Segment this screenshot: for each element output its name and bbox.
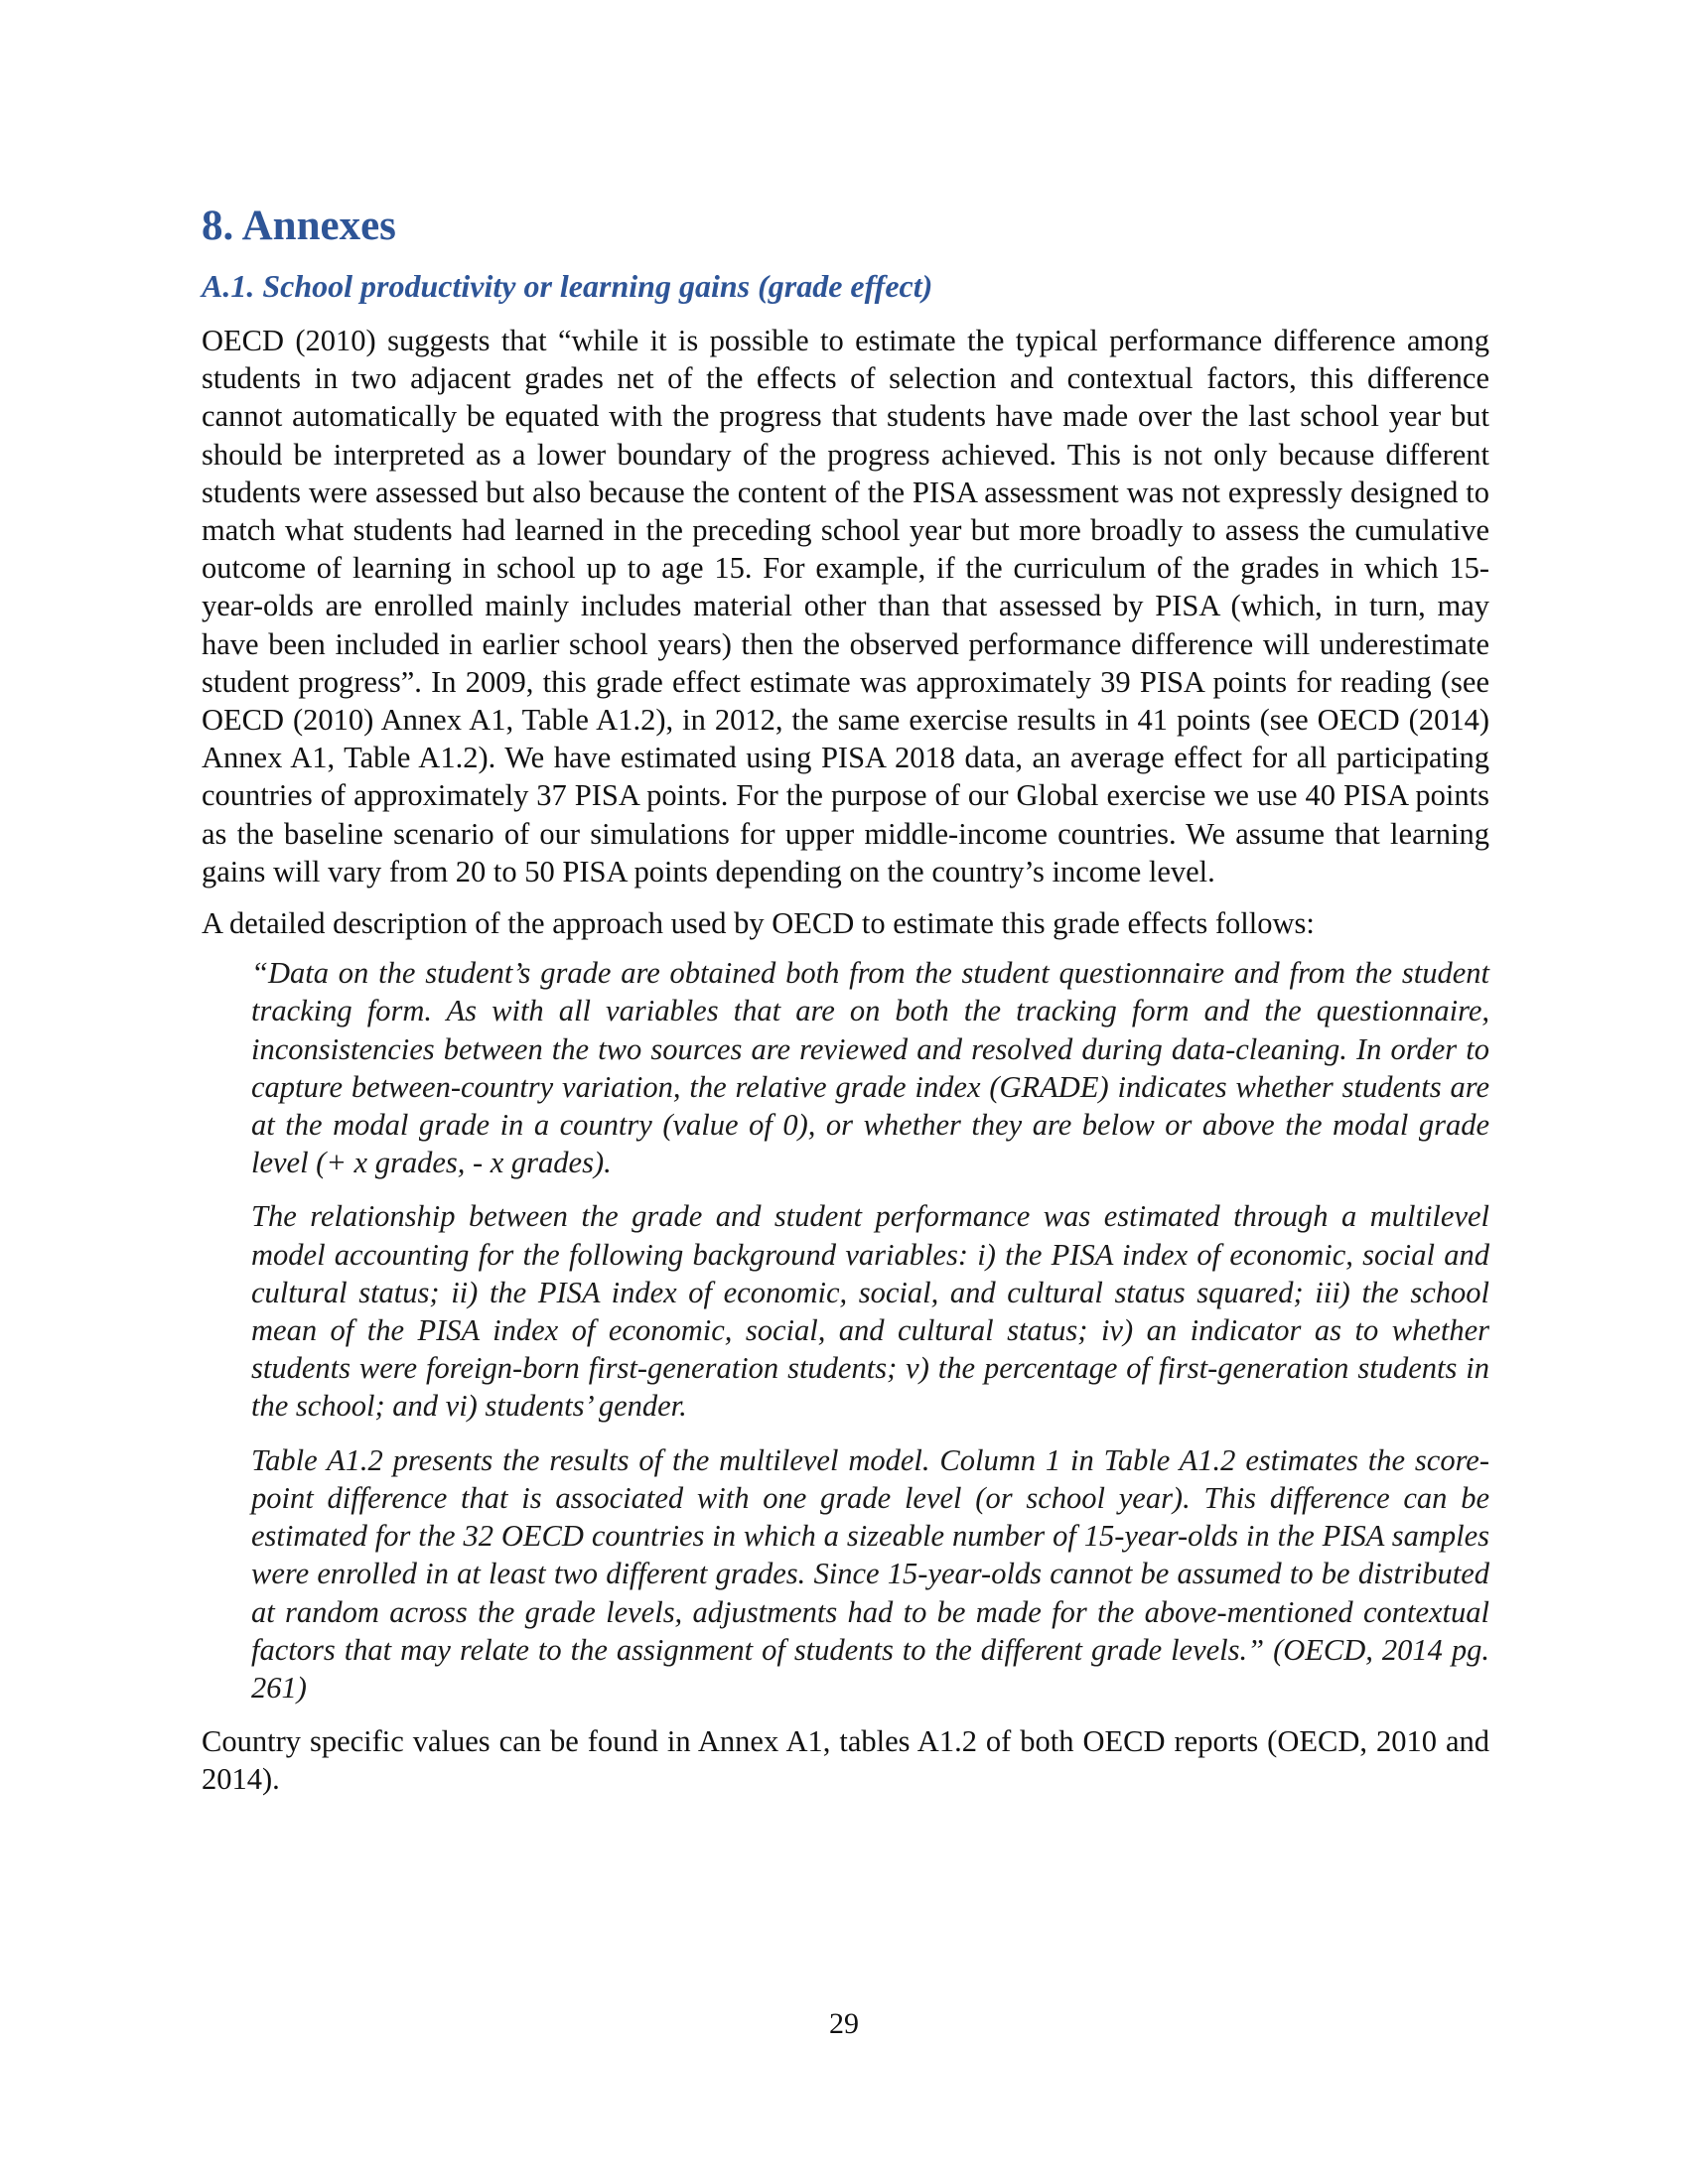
block-quote-2: The relationship between the grade and student performance was estimated through a multilevel model accounting for the following background variables: i) the PISA index of economic, social and cultural status; ii) the PISA index of economic, social, and cultural status squared; iii) the school mean of the PISA index of economic, social, and cultural status; iv) an indicator as to whether students were foreign-born first-generation students; v) the percentage of first-generation students in the school; and vi) students’ gender.: [251, 1199, 1489, 1424]
page-number: 29: [829, 2007, 859, 2040]
section-title: 8. Annexes: [202, 203, 396, 249]
block-quote-3: Table A1.2 presents the results of the multilevel model. Column 1 in Table A1.2 estimates the score-point difference that is associated with one grade level (or school year). This difference can be estimated for the 32 OECD countries in which a sizeable number of 15-year-olds in the PISA samples were enrolled in at least two different grades. Since 15-year-olds cannot be assumed to be distributed at random across the grade levels, adjustments had to be made for the above-mentioned contextual factors that may relate to the assignment of students to the different grade levels.” (OECD, 2014 pg. 261): [251, 1442, 1489, 1705]
body-paragraph-3: Country specific values can be found in Annex A1, tables A1.2 of both OECD reports (OECD, 2010 and 2014).: [202, 1724, 1489, 1797]
page-content: [202, 199, 1489, 1813]
block-quote-1: “Data on the student’s grade are obtained both from the student questionnaire and from the student tracking form. As with all variables that are on both the tracking form and the questionnaire, inconsistencies between the two sources are reviewed and resolved during data-cleaning. In order to capture between-country variation, the relative grade index (GRADE) indicates whether students are at the modal grade in a country (value of 0), or whether they are below or above the modal grade level (+ x grades, - x grades).: [251, 956, 1489, 1180]
body-paragraph-2: A detailed description of the approach used by OECD to estimate this grade effects follows:: [202, 906, 1315, 941]
body-paragraph-1: OECD (2010) suggests that “while it is possible to estimate the typical performance difference among students in two adjacent grades net of the effects of selection and contextual factors, this difference cannot automatically be equated with the progress that students have made over the last school year but should be interpreted as a lower boundary of the progress achieved. This is not only because different students were assessed but also because the content of the PISA assessment was not expressly designed to match what students had learned in the preceding school year but more broadly to assess the cumulative outcome of learning in school up to age 15. For example, if the curriculum of the grades in which 15-year-olds are enrolled mainly includes material other than that assessed by PISA (which, in turn, may have been included in earlier school years) then the observed performance difference will underestimate student progress”. In 2009, this grade effect estimate was approximately 39 PISA points for reading (see OECD (2010) Annex A1, Table A1.2), in 2012, the same exercise results in 41 points (see OECD (2014) Annex A1, Table A1.2). We have estimated using PISA 2018 data, an average effect for all participating countries of approximately 37 PISA points. For the purpose of our Global exercise we use 40 PISA points as the baseline scenario of our simulations for upper middle-income countries. We assume that learning gains will vary from 20 to 50 PISA points depending on the country’s income level.: [202, 324, 1489, 888]
subsection-title: A.1. School productivity or learning gains (grade effect): [202, 268, 933, 304]
